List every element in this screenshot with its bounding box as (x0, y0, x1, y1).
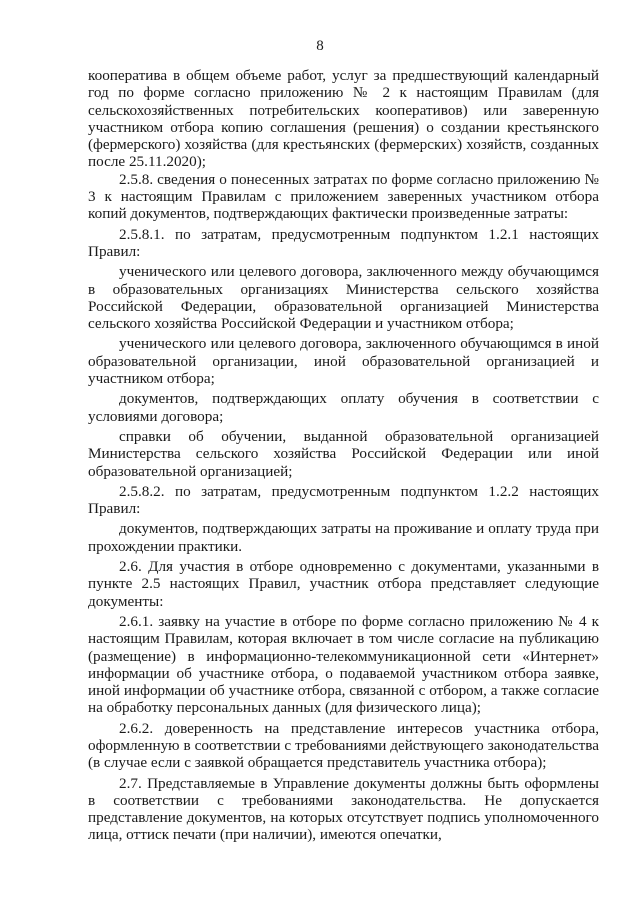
document-body (88, 67, 599, 844)
paragraph: кооператива в общем объеме работ, услуг за предшествующий календарный год по форме согласно приложению № 2 к настоящим Правилам (для сельскохозяйственных потребительских кооперативов) или заверенную участником отбора копию соглашения (решения) о создании крестьянского (фермерского) хозяйства (для крестьянских (фермерских) хозяйств, созданных после 25.11.2020); (88, 67, 599, 171)
paragraph: 2.7. Представляемые в Управление документы должны быть оформлены в соответствии с требованиями законодательства. Не допускается представление документов, на которых отсутствует подпись уполномоченного лица, оттиск печати (при наличии), имеются опечатки, (88, 774, 599, 844)
paragraph: ученического или целевого договора, заключенного обучающимся в иной образовательной организации, иной образовательной организацией и участником отбора; (88, 335, 599, 388)
paragraph: 2.6. Для участия в отборе одновременно с документами, указанными в пункте 2.5 настоящих Правил, участник отбора представляет следующие документы: (88, 558, 599, 610)
paragraph: 2.6.1. заявку на участие в отборе по форме согласно приложению № 4 к настоящим Правилам, которая включает в том числе согласие на публикацию (размещение) в информационно-телекоммуникационной сети «Интернет» информации об участнике отбора, о подаваемой участником отбора заявке, иной информации об участнике отбора, связанной с отбором, а также согласие на обработку персональных данных (для физического лица); (88, 612, 599, 717)
paragraph: 2.5.8.1. по затратам, предусмотренным подпунктом 1.2.1 настоящих Правил: (88, 225, 599, 260)
paragraph: документов, подтверждающих затраты на проживание и оплату труда при прохождении практики. (88, 520, 599, 555)
page-number: 8 (316, 38, 324, 54)
paragraph: 2.5.8.2. по затратам, предусмотренным подпунктом 1.2.2 настоящих Правил: (88, 482, 599, 518)
paragraph: ученического или целевого договора, заключенного между обучающимся в образовательных организациях Министерства сельского хозяйства Российской Федерации, образовательной организацией Министерства сельского хозяйства Российской Федерации и участником отбора; (88, 263, 599, 333)
paragraph: 2.5.8. сведения о понесенных затратах по форме согласно приложению № 3 к настоящим Правилам с приложением заверенных участником отбора копий документов, подтверждающих фактически произведенные затраты: (88, 170, 599, 223)
paragraph: справки об обучении, выданной образовательной организацией Министерства сельского хозяйства Российской Федерации или иной образовательной организацией; (88, 427, 599, 480)
paragraph: 2.6.2. доверенность на представление интересов участника отбора, оформленную в соответствии с требованиями действующего законодательства (в случае если с заявкой обращается представитель участника отбора); (88, 719, 599, 772)
paragraph: документов, подтверждающих оплату обучения в соответствии с условиями договора; (88, 390, 599, 425)
